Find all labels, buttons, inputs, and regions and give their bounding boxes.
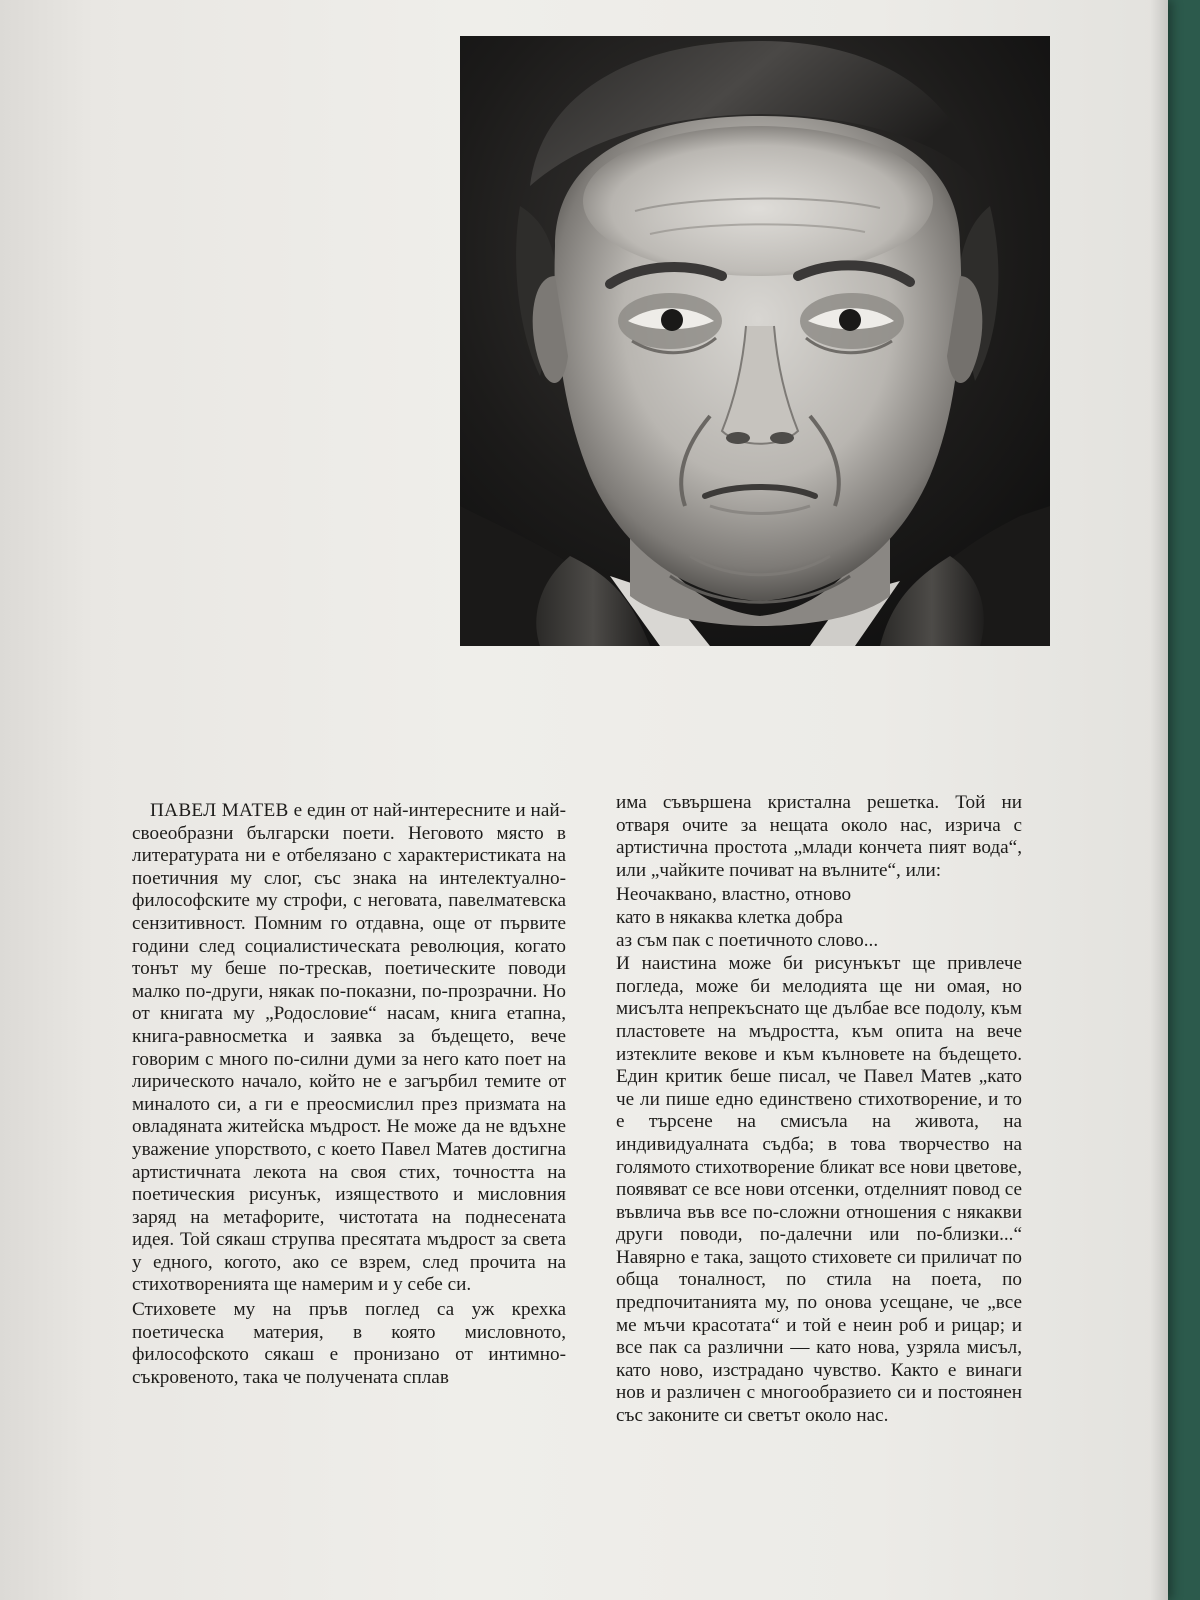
closing-paragraph: И наистина може би рисунъкът ще привлече погледа, може би мелодията ще ни омая, но мисълта непрекъснато ще дълбае все подолу, към пластовете на мъдростта, към опита на вече изтеклите векове и към кълновете на бъдещето. Един критик беше писал, че Павел Матев „като че ли пише едно единствено стихотворение, и то е търсене на смисъла на живота, на индивидуалната съдба; в това творчество на голямото стихотворение бликат все нови цветове, появяват се все нови отсенки, отделният повод се въвлича във все по-сложни отношения с някакви други поводи, по-далечни или по-близки...“ Навярно е така, защото стиховете си приличат по обща тоналност, по стила на поета, по предпочитанията му, по онова усещане, че „все ме мъчи красотата“ и той е неин роб и рицар; и все пак са различни — като нова, узряла мисъл, като ново, изстрадано чувство. Както е винаги нов и различен с многообразието си и постоянен със законите си светът около нас. [616,953,1022,1427]
page-edge-shadow [1150,0,1168,1600]
poem-quote [616,884,1022,952]
poem-line: Неочаквано, властно, отново [616,884,852,906]
intro-paragraph-text: е един от най-интересните и най-своеобразни български поети. Неговото място в литературата ни е отбелязано с характеристиката на поетичния му слог, със знака на интелектуално-философските му строфи, с неговата, павелматевска сензитивност. Помним го отдавна, още от първите години след социалистическата революция, когато тонът му беше по-трескав, поетическите поводи малко по-други, някак по-показни, по-прозрачни. Но от книгата му „Родословие“ насам, книга етапна, книга-равносметка и заявка за бъдещето, вече говорим с много по-силни думи за него като поет на лирическото начало, който не е загърбил темите от миналото си, а ги е преосмислил през призмата на овладяната житейска мъдрост. Не може да не вдъхне уважение упорството, с което Павел Матев достигна артистичната лекота на своя стих, точността на поетическия рисунък, изяществото и мисловния заряд на метафорите, чистотата на поднесената идея. Той сякаш струпва пресятата мъдрост за света у едного, когото, ако се взрем, след прочита на стихотворенията ще намерим и у себе си. [132,800,566,1296]
author-name: ПАВЕЛ МАТЕВ [150,800,289,821]
author-portrait-photo [460,36,1050,646]
continuation-paragraph: има съвършена кристална решетка. Той ни отваря очите за нещата около нас, изрича с артистична простота „млади кончета пият вода“, или „чайките почиват на вълните“, или: [616,792,1022,881]
intro-paragraph [132,800,566,1297]
second-paragraph: Стиховете му на пръв поглед са уж крехка поетическа материя, в която мисловното, философското сякаш е пронизано от интимно-съкровеното, така че получената сплав [132,1299,566,1388]
article-right-column [616,792,1022,1428]
poem-line: като в някаква клетка добра [616,906,843,928]
poem-line: аз съм пак с поетичното слово... [616,929,879,951]
portrait-image [460,36,1050,646]
article-left-column [132,800,566,1389]
